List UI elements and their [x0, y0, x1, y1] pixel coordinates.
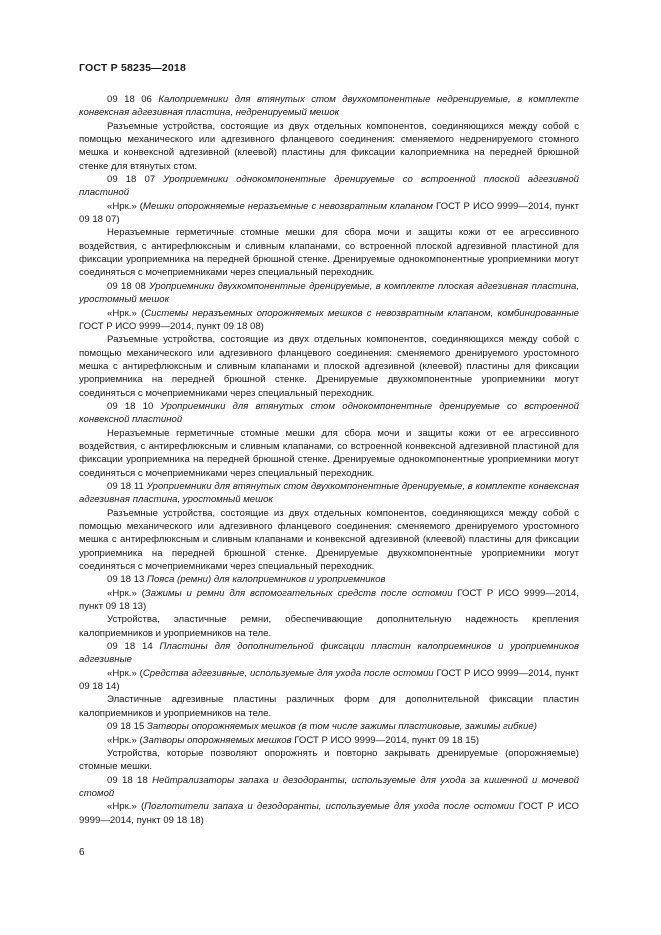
entry-description: Эластичные адгезивные пластины различных форм для дополнительной фиксации пластин калоприемников и уроприемников на теле.: [79, 694, 579, 719]
reference-pre: «Нрк.» (: [107, 801, 145, 813]
entry-title: Уроприемники двухкомпонентные дренируемые, в комплекте плоская адгезивная пластина, уростомный мешок: [79, 280, 579, 306]
document-body: [79, 93, 579, 827]
classification-entry: [79, 774, 579, 801]
iso-reference: [79, 734, 579, 747]
entry-description: Неразъемные герметичные стомные мешки для сбора мочи и защиты кожи от ее агрессивного воздействия, с антирефлюксным и сливным клапанами, со встроенной плоской адгезивной пластиной для фиксации уроприемника на передней брюшной стенке. Дренируемые однокомпонентные уроприемники могут соединяться с мочеприемниками через специальный переходник.: [79, 227, 579, 279]
entry-code: 09 18 07: [107, 174, 156, 186]
entry-code: 09 18 13: [107, 574, 145, 586]
classification-entry: [79, 93, 579, 120]
classification-entry: [79, 573, 579, 586]
reference-ital: Мешки опорожняемые неразъемные с невозвратным клапаном: [143, 200, 433, 212]
entry-title: Пояса (ремни) для калоприемников и уроприемников: [147, 574, 386, 586]
classification-entry: [79, 480, 579, 507]
entry-code: 09 18 11: [107, 480, 144, 492]
reference-post: ГОСТ Р ИСО 9999—2014, пункт 09 18 14): [79, 667, 579, 693]
standard-header: ГОСТ Р 58235—2018: [79, 62, 187, 74]
entry-title: Пластины для дополнительной фиксации пластин калоприемников и уроприемников адгезивные: [79, 641, 579, 666]
classification-entry: [79, 400, 579, 427]
reference-ital: Затворы опорожняемых мешков: [142, 734, 292, 746]
entry-description: Разъемные устройства, состоящие из двух отдельных компонентов, соединяющихся между собой с помощью механического или адгезивного фланцевого соединения: сменяемого дренируемого уростомного мешка с антирефлюксным и сливным клапанами и конвексной адгезивной (клеевой) пластины для фиксации уроприемника на передней брюшной стенке. Дренируемые двухкомпонентные уроприемники могут соединяться с мочеприемниками через специальный переходник.: [79, 507, 579, 573]
entry-code: 09 18 06: [107, 94, 152, 105]
entry-title: Уроприемники для втянутых стом однокомпонентные дренируемые со встроенной конвексной пластиной: [79, 400, 579, 426]
entry-code: 09 18 18: [107, 774, 148, 786]
entry-code: 09 18 14: [107, 641, 153, 653]
entry-description: Неразъемные герметичные стомные мешки для сбора мочи и защиты кожи от ее агрессивного воздействия, с антирефлюксным и сливным клапанами, со встроенной конвексной адгезивной пластиной для фиксации уроприемника на передней брюшной стенке. Дренируемые однокомпонентные уроприемники могут соединяться с мочеприемниками через специальный переходник.: [79, 427, 579, 479]
reference-ital: Системы неразъемных опорожняемых мешков с невозвратным клапаном, комбинированные: [144, 307, 579, 319]
reference-post: ГОСТ Р ИСО 9999—2014, пункт 09 18 07): [79, 200, 579, 226]
reference-ital: Поглотители запаха и дезодоранты, используемые для ухода после остомии: [144, 801, 515, 813]
classification-entry: [79, 720, 579, 733]
iso-reference: [79, 800, 579, 827]
entry-title: Нейтрализаторы запаха и дезодоранты, используемые для ухода за кишечной и мочевой стомой: [79, 774, 579, 799]
reference-pre: «Нрк.» (: [107, 734, 143, 746]
classification-entry: [79, 280, 579, 307]
reference-ital: Средства адгезивные, используемые для ухода после остомии: [142, 667, 434, 679]
reference-pre: «Нрк.» (: [107, 667, 143, 679]
iso-reference: [79, 200, 579, 227]
page-number: 6: [79, 847, 85, 858]
reference-post: ГОСТ Р ИСО 9999—2014, пункт 09 18 08): [79, 320, 264, 332]
entry-code: 09 18 15: [107, 721, 145, 733]
entry-title: Калоприемники для втянутых стом двухкомпонентные недренируемые, в комплекте конвексная адгезивная пластина, недренируемый мешок: [79, 94, 579, 119]
entry-title: Уроприемники однокомпонентные дренируемые со встроенной плоской адгезивной пластиной: [79, 174, 579, 199]
classification-entry: [79, 640, 579, 667]
entry-code: 09 18 10: [107, 400, 154, 412]
entry-description: Устройства, эластичные ремни, обеспечивающие дополнительную надежность крепления калоприемников и уроприемников на теле.: [79, 614, 579, 639]
entry-code: 09 18 08: [107, 280, 146, 292]
iso-reference: [79, 667, 579, 694]
entry-description: Устройства, которые позволяют опорожнять и повторно закрывать дренируемые (опорожняемые) стомные мешки.: [79, 747, 579, 773]
reference-ital: Зажимы и ремни для вспомогательных средств после остомии: [144, 587, 453, 599]
reference-pre: «Нрк.» (: [107, 587, 145, 599]
entry-description: Разъемные устройства, состоящие из двух отдельных компонентов, соединяющихся между собой с помощью механического или адгезивного фланцевого соединения: сменяемого дренируемого уростомного мешка с антирефлюксным и сливным клапанами и плоской адгезивной (клеевой) пластины для фиксации уроприемника на передней брюшной стенке. Дренируемые двухкомпонентные уроприемники могут соединяться с мочеприемниками через специальный переходник.: [79, 334, 579, 399]
reference-post: ГОСТ Р ИСО 9999—2014, пункт 09 18 18): [79, 801, 579, 826]
reference-post: ГОСТ Р ИСО 9999—2014, пункт 09 18 15): [291, 734, 480, 746]
reference-pre: «Нрк.» (: [107, 307, 145, 319]
iso-reference: [79, 587, 579, 614]
entry-title: Затворы опорожняемых мешков (в том числе зажимы пластиковые, зажимы гибкие): [147, 721, 537, 733]
entry-description: Разъемные устройства, состоящие из двух отдельных компонентов, соединяющихся между собой с помощью механического или адгезивного фланцевого соединения: сменяемого недренируемого стомного мешка и конвексной адгезивной (клеевой) пластины для фиксации калоприемника на передней брюшной стенке для втянутых стом.: [79, 120, 579, 172]
iso-reference: [79, 307, 579, 334]
entry-title: Уроприемники для втянутых стом двухкомпонентные дренируемые, в комплекте конвексная адгезивная пластина, уростомный мешок: [79, 480, 579, 506]
reference-pre: «Нрк.» (: [107, 200, 144, 212]
classification-entry: [79, 173, 579, 200]
reference-post: ГОСТ Р ИСО 9999—2014, пункт 09 18 13): [79, 587, 579, 613]
